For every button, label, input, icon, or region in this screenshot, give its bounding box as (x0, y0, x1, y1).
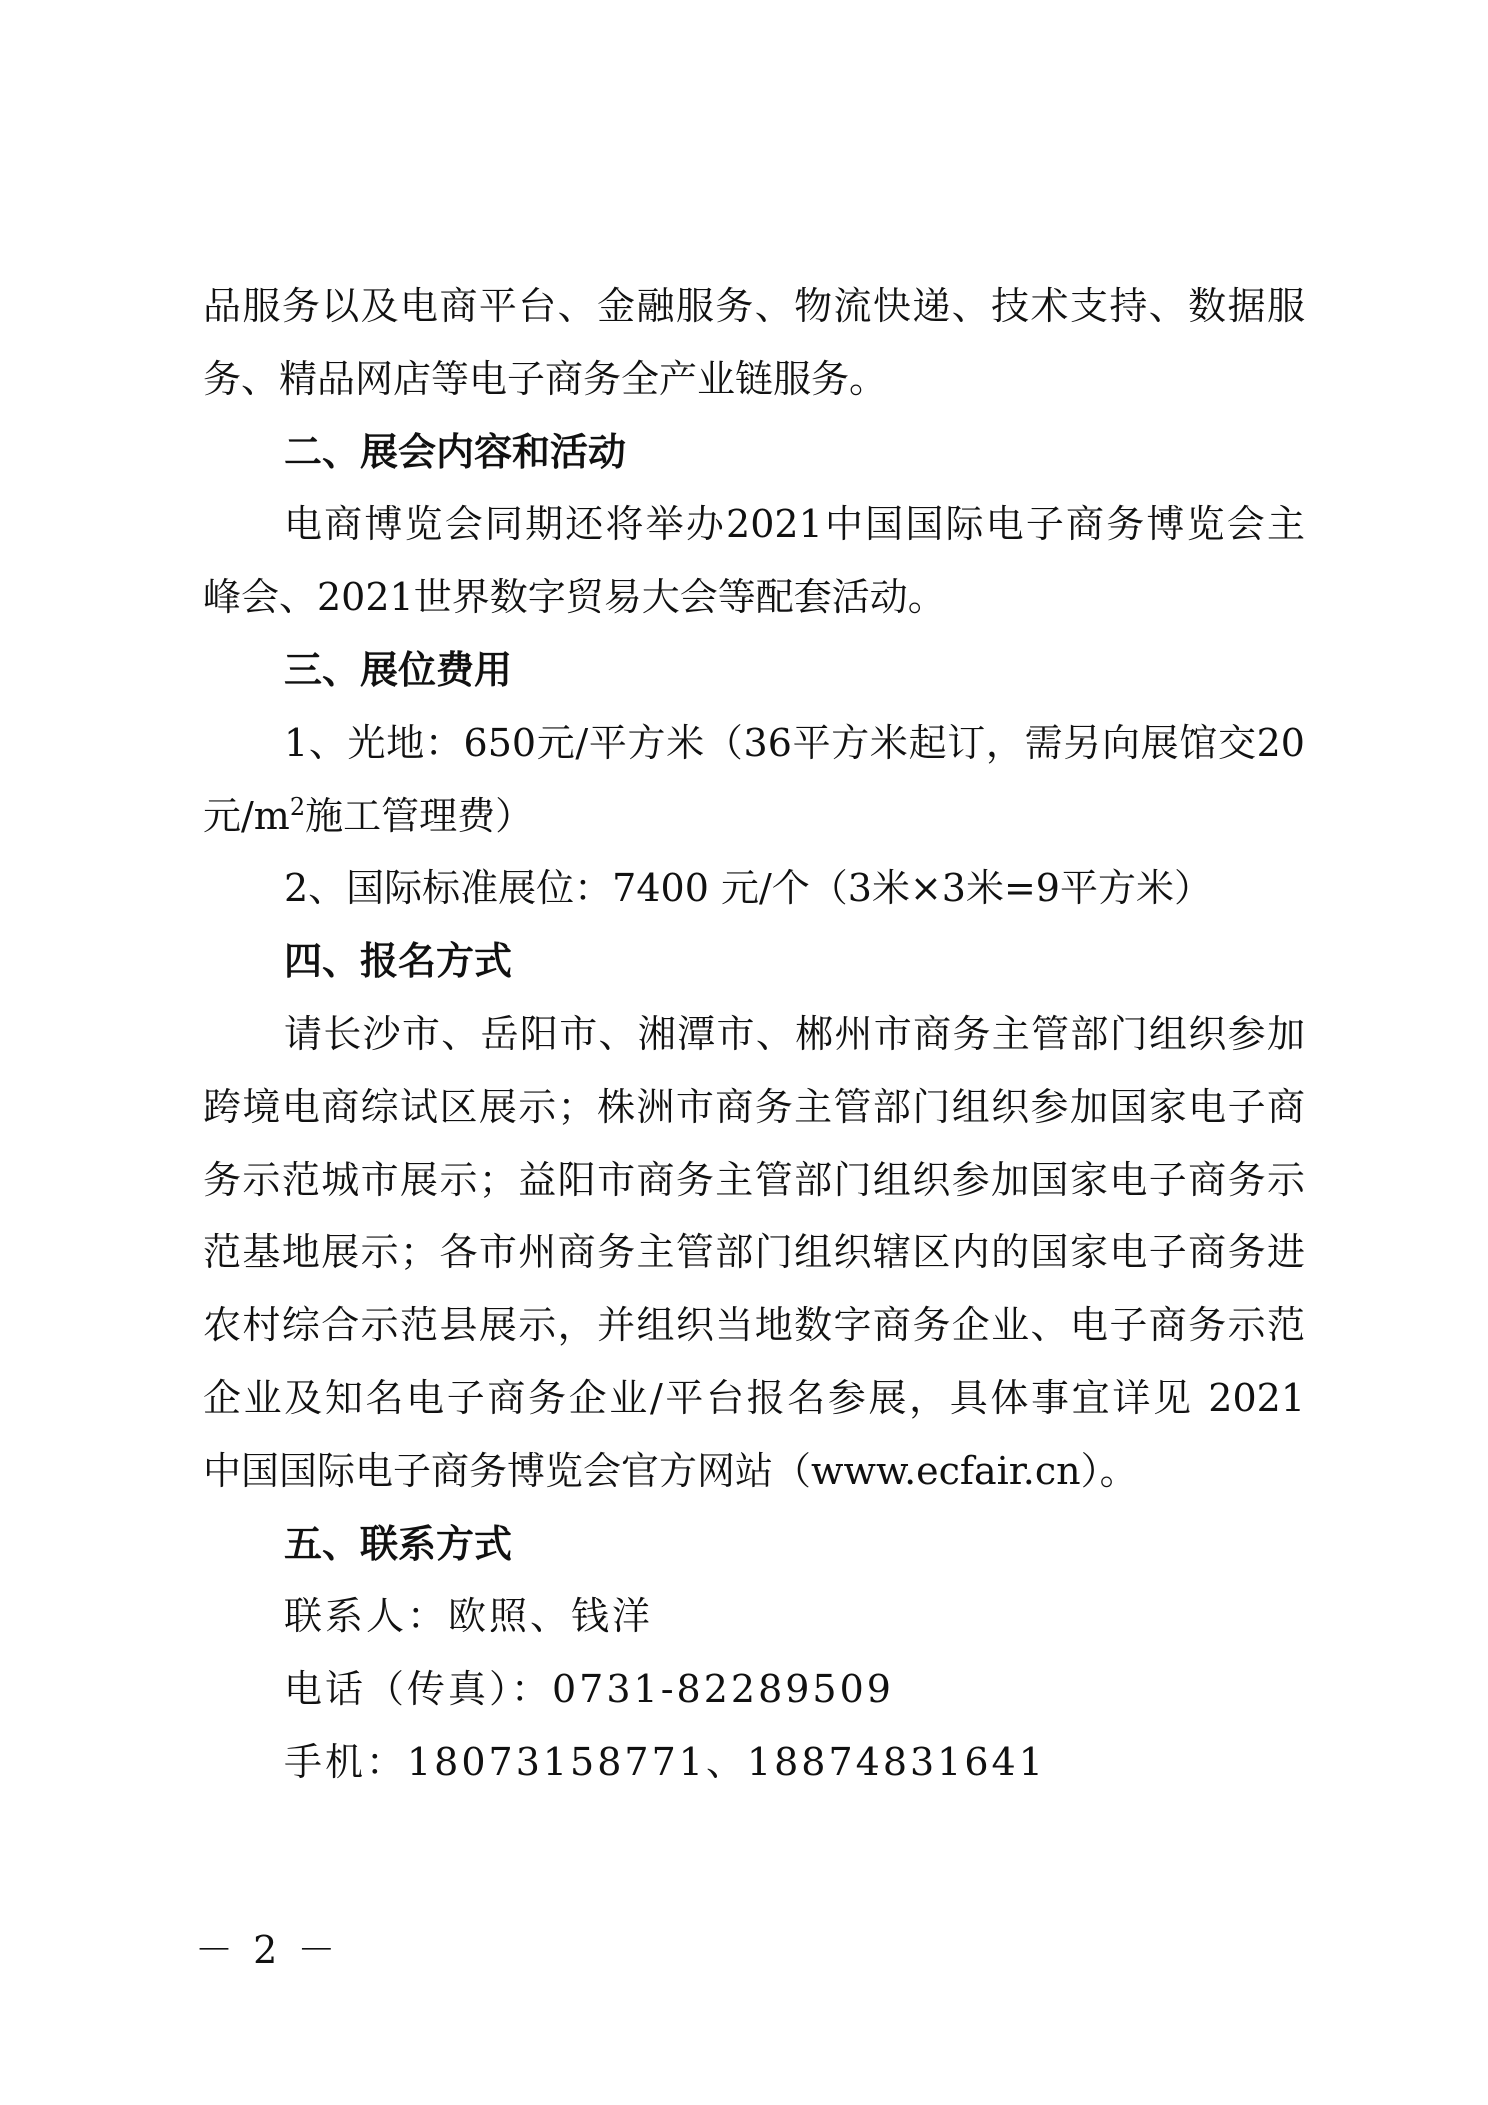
paragraph-line: 电商博览会同期还将举办2021中国国际电子商务博览会主 (284, 502, 1305, 547)
superscript-two: 2 (289, 792, 306, 821)
paragraph-line: 品服务以及电商平台、金融服务、物流快递、技术支持、数据服 (203, 284, 1305, 328)
paragraph-line-website: 中国国际电子商务博览会官方网站（www.ecfair.cn）。 (203, 1448, 1138, 1493)
paragraph-line: 请长沙市、岳阳市、湘潭市、郴州市商务主管部门组织参加 (284, 1011, 1305, 1056)
paragraph-line: 跨境电商综试区展示；株洲市商务主管部门组织参加国家电子商 (203, 1084, 1305, 1129)
contact-mobile: 手机：18073158771、18874831641 (284, 1739, 1046, 1784)
paragraph-line: 务、精品网店等电子商务全产业链服务。 (203, 356, 888, 401)
fee-note-text: 施工管理费） (305, 793, 534, 838)
section-heading-exhibition-content: 二、展会内容和活动 (284, 429, 627, 474)
paragraph-line: 务示范城市展示；益阳市商务主管部门组织参加国家电子商务示 (203, 1157, 1305, 1202)
document-body (203, 270, 1305, 1799)
paragraph-line: 农村综合示范县展示，并组织当地数字商务企业、电子商务示范 (203, 1303, 1305, 1348)
fee-item-standard-booth: 2、国际标准展位：7400 元/个（3米×3米=9平方米） (284, 866, 1212, 911)
section-heading-booth-fees: 三、展位费用 (284, 647, 513, 692)
paragraph-line: 峰会、2021世界数字贸易大会等配套活动。 (203, 575, 946, 620)
page-number: － 2 － (195, 1928, 340, 1972)
section-heading-contact: 五、联系方式 (284, 1521, 513, 1566)
paragraph-line: 范基地展示；各市州商务主管部门组织辖区内的国家电子商务进 (203, 1230, 1305, 1275)
paragraph-line: 企业及知名电子商务企业/平台报名参展，具体事宜详见 2021 (203, 1375, 1305, 1420)
section-heading-registration: 四、报名方式 (284, 939, 513, 984)
unit-text: 元/m (203, 793, 290, 838)
contact-phone-fax: 电话（传真）：0731-82289509 (284, 1667, 894, 1712)
fee-item-raw-space-continued (203, 780, 1305, 853)
fee-item-raw-space: 1、光地：650元/平方米（36平方米起订，需另向展馆交20 (284, 720, 1305, 765)
contact-person: 联系人：欧照、钱洋 (284, 1594, 654, 1639)
